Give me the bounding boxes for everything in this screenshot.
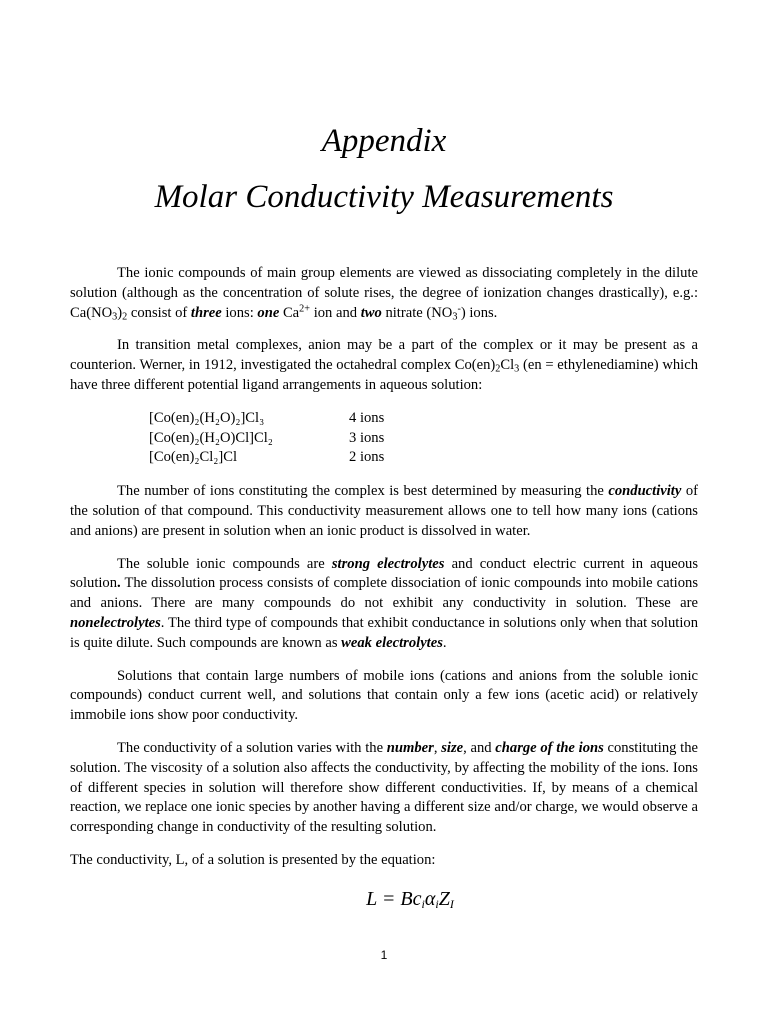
complex-list bbox=[149, 409, 698, 468]
complex-formula: [Co(en)₂Cl₂]Cl bbox=[149, 449, 237, 466]
paragraph-conductivity-factors: The conductivity of a solution varies with the number, size, and charge of the ions constituting the solution. The viscosity of a solution also affects the conductivity, by affecting the mobility of the ions. Ions of different species in solution will therefore show different conductivities. If, by means of a chemical reaction, we replace one ionic species by another having a different size and/or charge, we would observe a corresponding change in conductivity of the resulting solution. bbox=[70, 739, 699, 836]
appendix-heading: Appendix bbox=[321, 123, 447, 159]
body-text bbox=[70, 264, 698, 911]
emphasis-number: number bbox=[386, 739, 434, 756]
paragraph-number-of-ions: The number of ions constituting the complex is best determined by measuring the conductivity of the solution of that compound. This conductivity measurement allows one to tell how many ions (cations and anions) are present in solution when an ionic product is dissolved in water. bbox=[70, 483, 699, 539]
emphasis-conductivity: conductivity bbox=[608, 483, 682, 500]
conductivity-equation: $L = Bc_i\alpha_iZ_I$ bbox=[366, 887, 454, 911]
paragraph-mobile-ions: Solutions that contain large numbers of mobile ions (cations and anions from the soluble ionic compounds) conduct current well, and solutions that contain only a few ions (acetic acid) or relatively immobile ions show poor conductivity. bbox=[70, 667, 698, 724]
ion-count: 3 ions bbox=[349, 429, 385, 446]
emphasis-size: size bbox=[441, 739, 464, 756]
emphasis-nonelectrolytes: nonelectrolytes bbox=[70, 614, 161, 631]
paragraph-equation-intro: The conductivity, L, of a solution is presented by the equation: bbox=[70, 851, 436, 868]
list-item bbox=[149, 448, 698, 468]
complex-formula: [Co(en)₂(H₂O)₂]Cl₃ bbox=[149, 409, 265, 426]
emphasis-one: one bbox=[257, 304, 280, 321]
ion-count: 4 ions bbox=[349, 409, 385, 426]
document-title: Molar Conductivity Measurements bbox=[154, 179, 614, 215]
page-number: 1 bbox=[380, 948, 388, 962]
paragraph-electrolytes: The soluble ionic compounds are strong electrolytes and conduct electric current in aqueous solution. The dissolution process consists of complete dissociation of ionic compounds into mobile cations and anions. There are many compounds do not exhibit any conductivity in solution. These are nonelectrolytes. The third type of compounds that exhibit conductance in solutions only when that solution is quite dilute. Such compounds are known as weak electrolytes. bbox=[70, 555, 699, 651]
emphasis-three: three bbox=[190, 304, 222, 321]
paragraph-ionic-compounds: The ionic compounds of main group elements are viewed as dissociating completely in the dilute solution (although as the concentration of solute rises, the degree of ionization changes drastically), e.g.: $Ca(NO_3)_2$ consist of three ions: one $Ca^{2+}$ ion and two nitrate $(NO_3^-)$ ions. bbox=[70, 265, 698, 323]
ion-count: 2 ions bbox=[349, 449, 385, 466]
emphasis-weak-electrolytes: weak electrolytes bbox=[341, 634, 443, 651]
list-item bbox=[149, 429, 698, 449]
emphasis-two: two bbox=[360, 304, 382, 321]
list-item bbox=[149, 409, 698, 429]
emphasis-strong-electrolytes: strong electrolytes bbox=[331, 555, 445, 572]
paragraph-transition-metal: In transition metal complexes, anion may be a part of the complex or it may be present as a counterion. Werner, in 1912, investigated the octahedral complex $Co(en)_2Cl_3$ (en = ethylenediamine) which have three different potential ligand arrangements in aqueous solution: bbox=[70, 337, 698, 393]
emphasis-charge: charge of the ions bbox=[495, 739, 604, 756]
complex-formula: [Co(en)₂(H₂O)Cl]Cl₂ bbox=[149, 429, 273, 446]
